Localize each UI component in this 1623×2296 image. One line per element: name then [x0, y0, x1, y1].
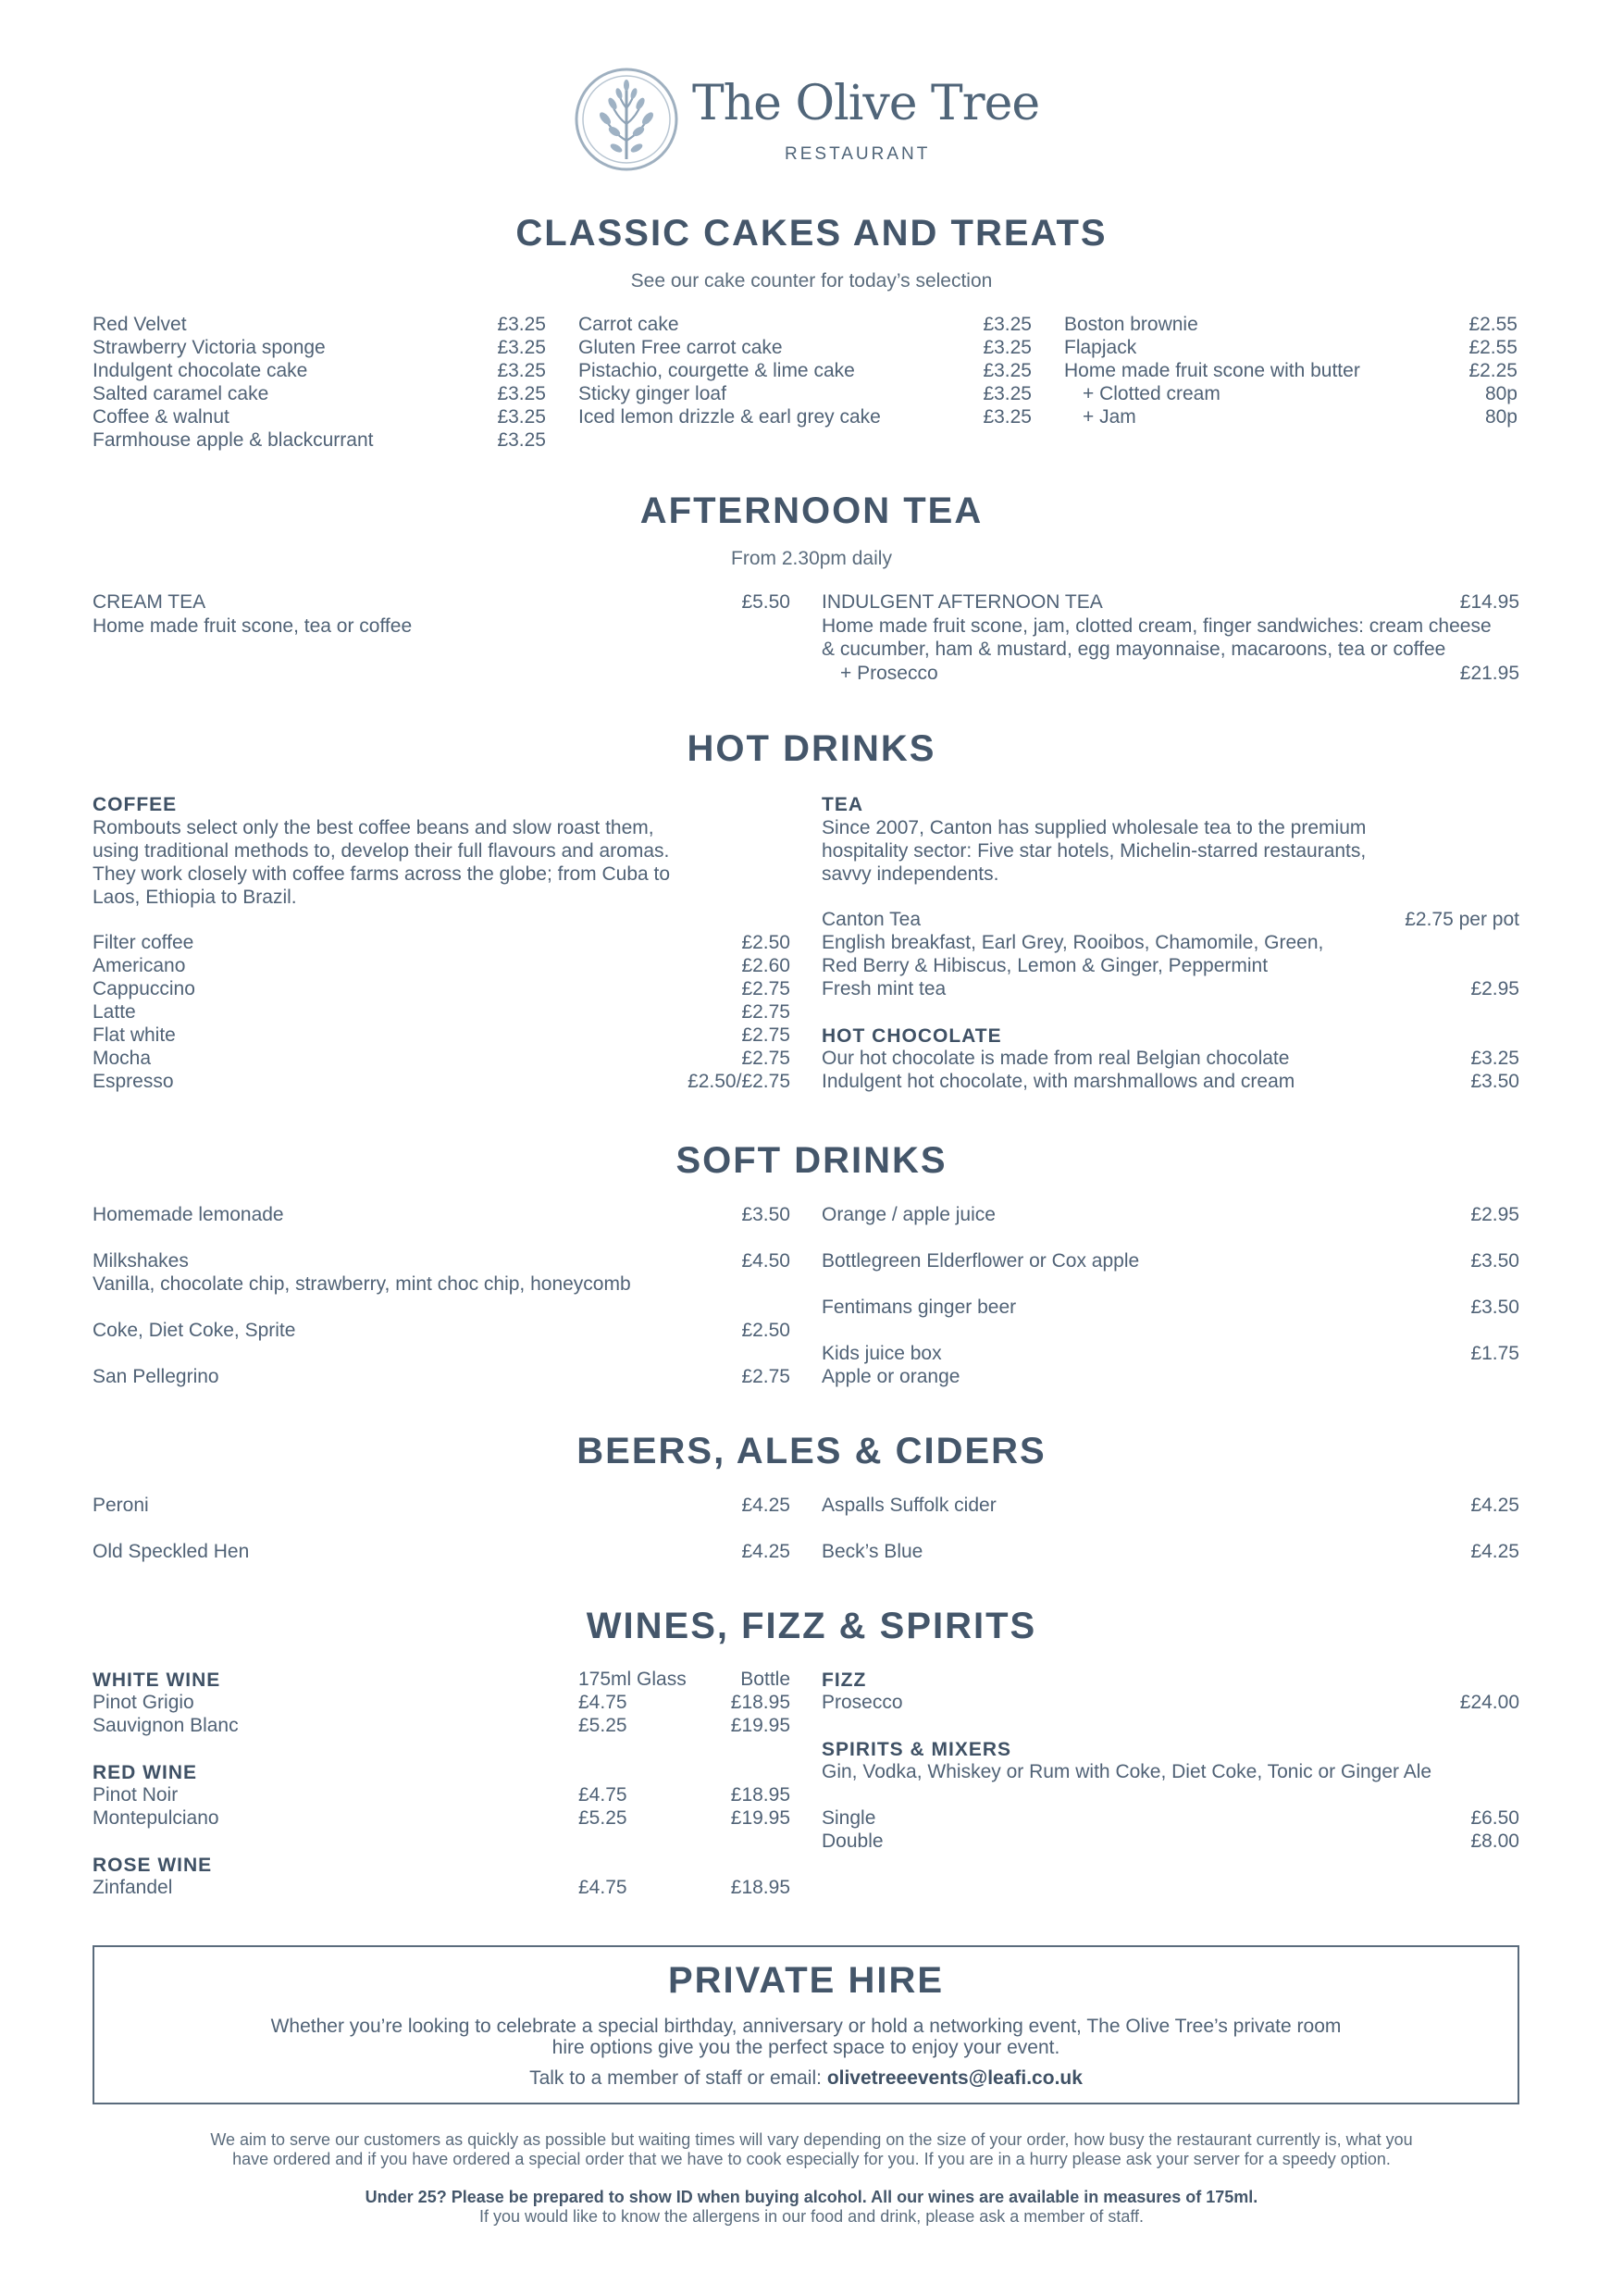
allergen-notice: If you would like to know the allergens in our food and drink, please ask a member of staff.	[478, 2207, 1145, 2226]
item-description: & cucumber, ham & mustard, egg mayonnaise, macaroons, tea or coffee	[822, 639, 1446, 660]
menu-item: Home made fruit scone with butter £2.25	[1064, 360, 1518, 381]
wine-column-headers: 175ml Glass Bottle	[578, 1669, 790, 1690]
item-description: English breakfast, Earl Grey, Rooibos, Chamomile, Green,	[822, 932, 1324, 953]
footer-notice: have ordered and if you have ordered a special order that we have to cook especially for you. If you are in a hurry please ask your server for a speedy option.	[232, 2150, 1391, 2168]
private-hire-text: hire options give you the perfect space to enjoy your event.	[551, 2037, 1060, 2058]
menu-item: + Clotted cream 80p	[1083, 383, 1518, 404]
tea-description: hospitality sector: Five star hotels, Michelin-starred restaurants,	[822, 840, 1367, 862]
alcohol-notice: Under 25? Please be prepared to show ID when buying alcohol. All our wines are available in measures of 175ml.	[365, 2188, 1258, 2206]
menu-item: Fresh mint tea £2.95	[822, 978, 1519, 999]
private-hire-contact: Talk to a member of staff or email: olivetreeevents@leafi.co.uk	[529, 2067, 1083, 2089]
wines-heading: WINES, FIZZ & SPIRITS	[586, 1606, 1037, 1646]
menu-item: Canton Tea £2.75 per pot	[822, 909, 1519, 930]
menu-item: INDULGENT AFTERNOON TEA £14.95	[822, 591, 1519, 613]
fizz-heading: FIZZ	[822, 1669, 867, 1691]
private-hire-box	[93, 1945, 1519, 2104]
tea-subtitle: From 2.30pm daily	[731, 548, 892, 569]
menu-item: Filter coffee £2.50	[93, 932, 790, 953]
menu-item: CREAM TEA £5.50	[93, 591, 790, 613]
menu-item: Our hot chocolate is made from real Belgian chocolate £3.25	[822, 1048, 1519, 1069]
hot-drinks-heading: HOT DRINKS	[687, 728, 936, 769]
coffee-description: Rombouts select only the best coffee beans and slow roast them,	[93, 817, 654, 838]
menu-item: Pistachio, courgette & lime cake £3.25	[578, 360, 1032, 381]
menu-item: Sticky ginger loaf £3.25	[578, 383, 1032, 404]
menu-item: Carrot cake £3.25	[578, 314, 1032, 335]
restaurant-logo	[574, 67, 1040, 176]
cakes-subtitle: See our cake counter for today’s selection	[630, 270, 993, 292]
menu-item: Salted caramel cake £3.25	[93, 383, 546, 404]
cakes-heading: CLASSIC CAKES AND TREATS	[515, 213, 1108, 254]
menu-item: Indulgent hot chocolate, with marshmallows and cream £3.50	[822, 1071, 1519, 1092]
menu-item: Double £8.00	[822, 1831, 1519, 1852]
coffee-description: Laos, Ethiopia to Brazil.	[93, 887, 297, 908]
menu-item: Farmhouse apple & blackcurrant £3.25	[93, 429, 546, 451]
menu-item: Iced lemon drizzle & earl grey cake £3.25	[578, 406, 1032, 428]
red-wine-heading: RED WINE	[93, 1762, 197, 1783]
menu-item: Coke, Diet Coke, Sprite £2.50	[93, 1320, 790, 1341]
menu-item: Prosecco £24.00	[822, 1692, 1519, 1713]
menu-item: + Prosecco £21.95	[840, 663, 1519, 684]
soft-drinks-heading: SOFT DRINKS	[675, 1140, 948, 1181]
menu-item: Beck’s Blue £4.25	[822, 1541, 1519, 1562]
item-description: Vanilla, chocolate chip, strawberry, mint choc chip, honeycomb	[93, 1273, 631, 1295]
menu-item: Homemade lemonade £3.50	[93, 1204, 790, 1225]
item-description: Home made fruit scone, jam, clotted cream, finger sandwiches: cream cheese	[822, 615, 1492, 637]
menu-item: Flat white £2.75	[93, 1024, 790, 1046]
email-link[interactable]: olivetreeevents@leafi.co.uk	[826, 2067, 1083, 2089]
private-hire-text: Whether you’re looking to celebrate a special birthday, anniversary or hold a networking event, The Olive Tree’s private room	[270, 2016, 1342, 2037]
item-description: Apple or orange	[822, 1366, 960, 1387]
wine-row: Pinot Noir £4.75 £18.95	[93, 1784, 790, 1806]
menu-item: Gluten Free carrot cake £3.25	[578, 337, 1032, 358]
menu-item: Single £6.50	[822, 1807, 1519, 1829]
private-hire-heading: PRIVATE HIRE	[667, 1960, 945, 2001]
menu-item: Boston brownie £2.55	[1064, 314, 1518, 335]
menu-item: Strawberry Victoria sponge £3.25	[93, 337, 546, 358]
brand-subtitle: RESTAURANT	[785, 144, 931, 164]
menu-item: Aspalls Suffolk cider £4.25	[822, 1495, 1519, 1516]
coffee-heading: COFFEE	[93, 794, 178, 815]
menu-item: Red Velvet £3.25	[93, 314, 546, 335]
white-wine-heading: WHITE WINE	[93, 1669, 221, 1691]
menu-item: Kids juice box £1.75	[822, 1343, 1519, 1364]
menu-item: Fentimans ginger beer £3.50	[822, 1297, 1519, 1318]
menu-item: Milkshakes £4.50	[93, 1250, 790, 1272]
wine-row: Zinfandel £4.75 £18.95	[93, 1877, 790, 1898]
menu-item: Espresso £2.50/£2.75	[93, 1071, 790, 1092]
wine-row: Pinot Grigio £4.75 £18.95	[93, 1692, 790, 1713]
item-description: Home made fruit scone, tea or coffee	[93, 615, 413, 637]
menu-item: Bottlegreen Elderflower or Cox apple £3.50	[822, 1250, 1519, 1272]
item-description: Gin, Vodka, Whiskey or Rum with Coke, Diet Coke, Tonic or Ginger Ale	[822, 1761, 1432, 1782]
wine-row: Montepulciano £5.25 £19.95	[93, 1807, 790, 1829]
tea-description: savvy independents.	[822, 863, 999, 885]
spirits-heading: SPIRITS & MIXERS	[822, 1739, 1012, 1760]
item-description: Red Berry & Hibiscus, Lemon & Ginger, Peppermint	[822, 955, 1269, 976]
wine-row: Sauvignon Blanc £5.25 £19.95	[93, 1715, 790, 1736]
menu-item: + Jam 80p	[1083, 406, 1518, 428]
menu-item: Americano £2.60	[93, 955, 790, 976]
coffee-description: using traditional methods to, develop their full flavours and aromas.	[93, 840, 670, 862]
tea-heading: AFTERNOON TEA	[639, 490, 984, 531]
menu-item: San Pellegrino £2.75	[93, 1366, 790, 1387]
menu-item: Cappuccino £2.75	[93, 978, 790, 999]
menu-item: Flapjack £2.55	[1064, 337, 1518, 358]
hot-chocolate-heading: HOT CHOCOLATE	[822, 1025, 1002, 1047]
menu-item: Old Speckled Hen £4.25	[93, 1541, 790, 1562]
rose-wine-heading: ROSE WINE	[93, 1855, 213, 1876]
coffee-description: They work closely with coffee farms across the globe; from Cuba to	[93, 863, 671, 885]
menu-item: Latte £2.75	[93, 1001, 790, 1023]
tea-section-heading: TEA	[822, 794, 863, 815]
menu-item: Peroni £4.25	[93, 1495, 790, 1516]
beers-heading: BEERS, ALES & CIDERS	[576, 1431, 1047, 1471]
menu-item: Indulgent chocolate cake £3.25	[93, 360, 546, 381]
footer-notice: We aim to serve our customers as quickly as possible but waiting times will vary depending on the size of your order, how busy the restaurant currently is, what you	[210, 2130, 1413, 2149]
brand-name: The Olive Tree	[692, 76, 1040, 131]
menu-item: Mocha £2.75	[93, 1048, 790, 1069]
menu-item: Coffee & walnut £3.25	[93, 406, 546, 428]
tea-description: Since 2007, Canton has supplied wholesale tea to the premium	[822, 817, 1367, 838]
olive-branch-icon	[574, 67, 679, 172]
menu-item: Orange / apple juice £2.95	[822, 1204, 1519, 1225]
